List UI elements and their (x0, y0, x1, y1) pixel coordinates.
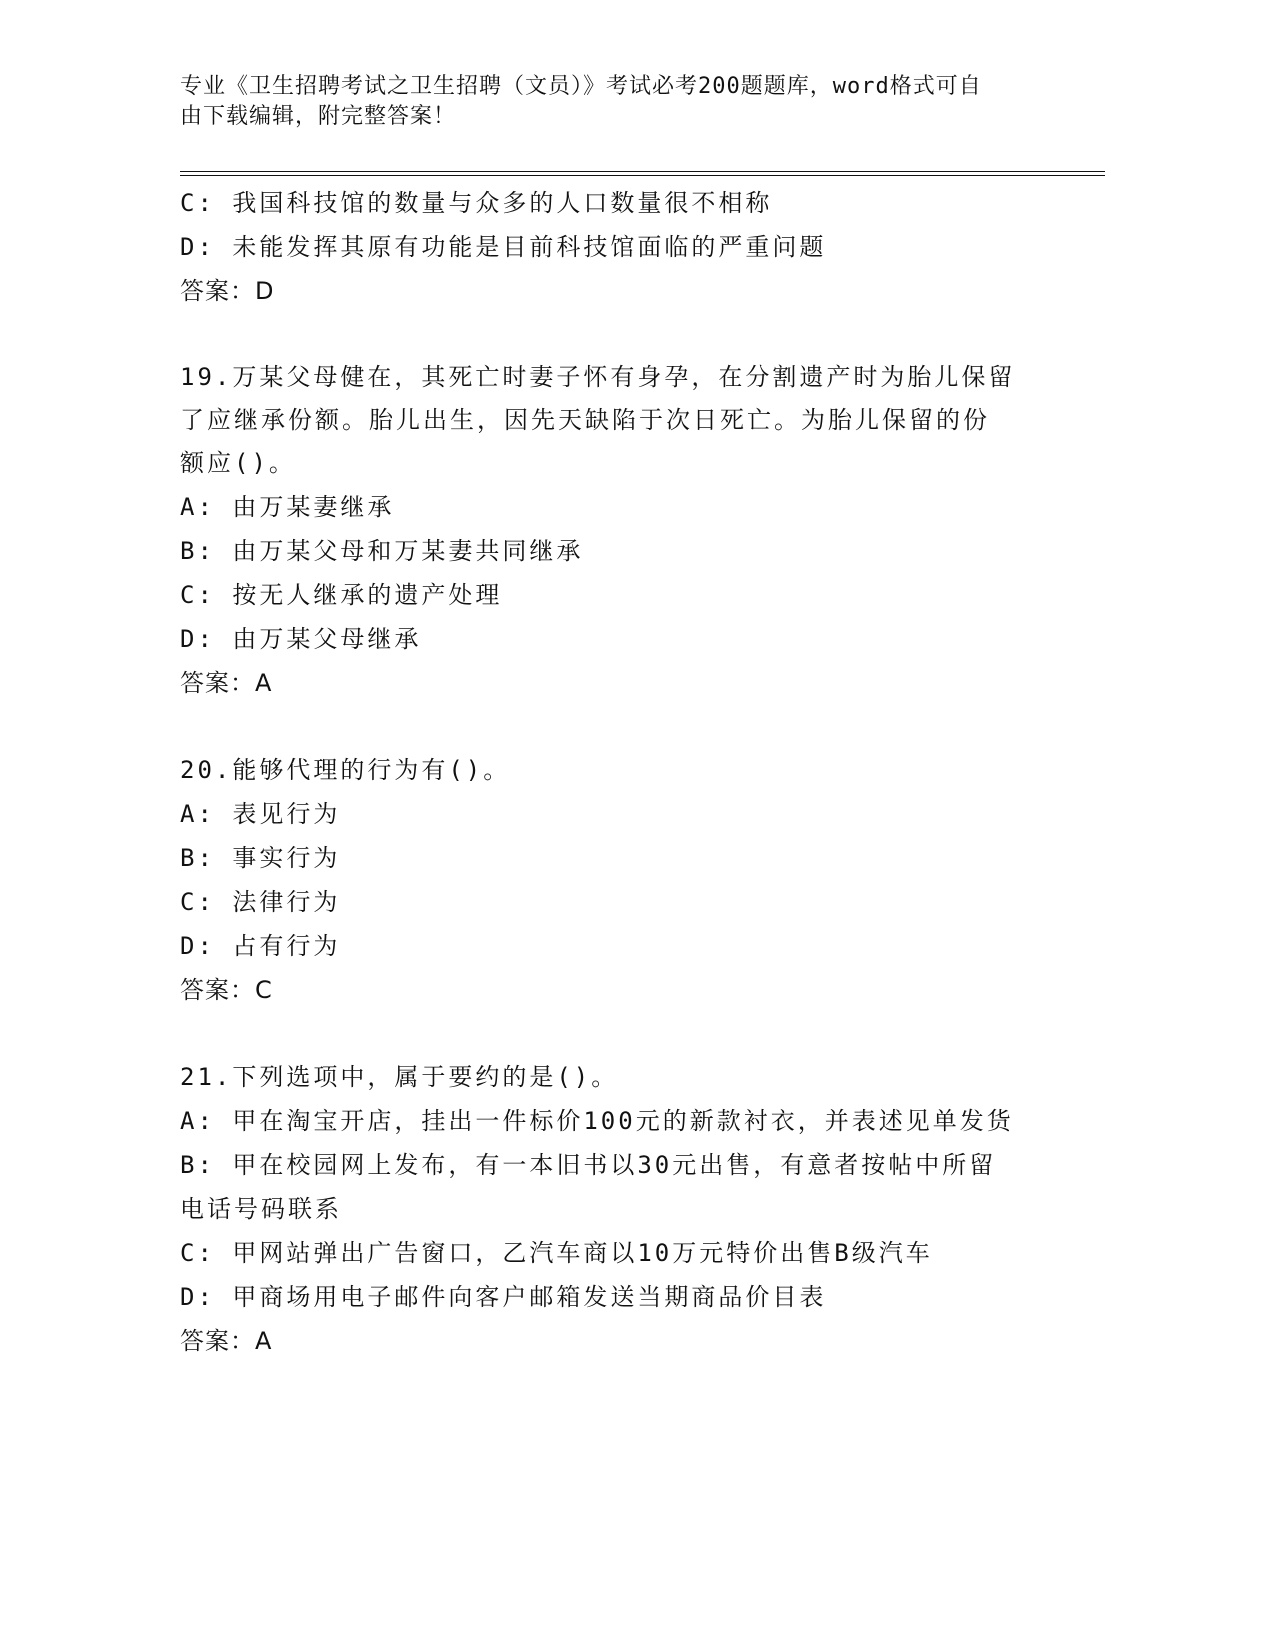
question-stem: 21.下列选项中，属于要约的是()。 (180, 1063, 619, 1091)
option-d: D: 占有行为 (180, 932, 341, 960)
question-stem: 了应继承份额。胎儿出生，因先天缺陷于次日死亡。为胎儿保留的份 (180, 406, 990, 434)
option-a: A: 由万某妻继承 (180, 493, 395, 521)
question-21 (180, 1055, 1105, 1363)
option-b: B: 事实行为 (180, 844, 341, 872)
option-c: C: 甲网站弹出广告窗口，乙汽车商以10万元特价出售B级汽车 (180, 1239, 933, 1267)
option-c: C: 按无人继承的遗产处理 (180, 581, 503, 609)
header-line-2: 由下载编辑，附完整答案！ (180, 104, 457, 129)
option-d: D: 由万某父母继承 (180, 625, 422, 653)
header-divider-top (180, 171, 1105, 172)
option-b: B: 由万某父母和万某妻共同继承 (180, 537, 584, 565)
option-a: A: 表见行为 (180, 800, 341, 828)
question-stem: 额应()。 (180, 449, 296, 477)
question-stem: 20.能够代理的行为有()。 (180, 756, 511, 784)
option-d: D: 甲商场用电子邮件向客户邮箱发送当期商品价目表 (180, 1283, 827, 1311)
document-header (180, 72, 1030, 132)
document-body (180, 181, 1105, 1363)
question-18 (180, 181, 1105, 313)
answer-label: 答案：C (180, 976, 273, 1004)
answer-label: 答案：D (180, 277, 275, 305)
option-b: B: 甲在校园网上发布，有一本旧书以30元出售，有意者按帖中所留 (180, 1151, 997, 1179)
question-stem: 19.万某父母健在，其死亡时妻子怀有身孕，在分割遗产时为胎儿保留 (180, 363, 1016, 391)
question-20 (180, 748, 1105, 1012)
header-divider-bottom (180, 175, 1105, 176)
answer-label: 答案：A (180, 1327, 273, 1355)
option-d: D: 未能发挥其原有功能是目前科技馆面临的严重问题 (180, 233, 827, 261)
option-b-continuation: 电话号码联系 (180, 1195, 342, 1223)
option-c: C: 法律行为 (180, 888, 341, 916)
option-a: A: 甲在淘宝开店，挂出一件标价100元的新款衬衣，并表述见单发货 (180, 1107, 1014, 1135)
option-c: C: 我国科技馆的数量与众多的人口数量很不相称 (180, 189, 773, 217)
header-line-1: 专业《卫生招聘考试之卫生招聘（文员）》考试必考200题题库，word格式可自 (180, 74, 982, 99)
answer-label: 答案：A (180, 669, 273, 697)
question-19 (180, 356, 1105, 705)
